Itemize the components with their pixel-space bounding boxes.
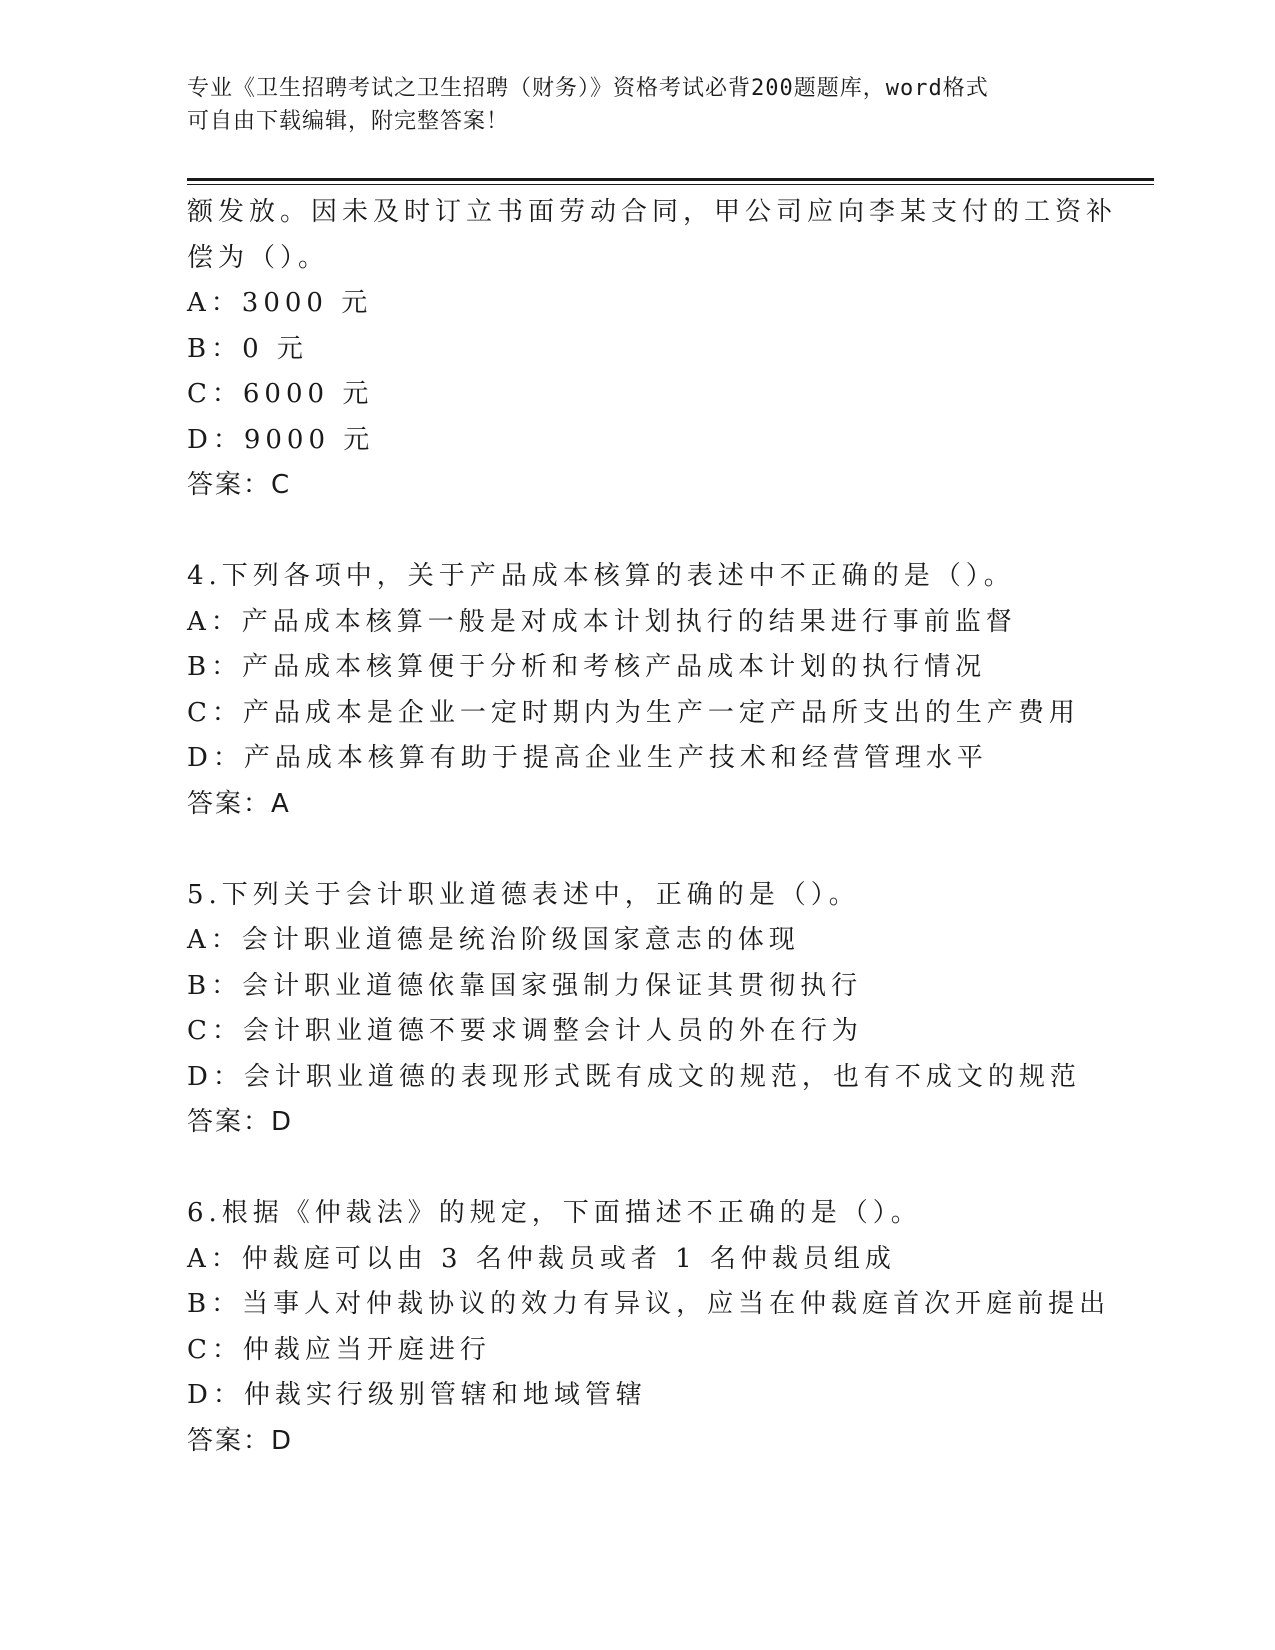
option-c: C：会计职业道德不要求调整会计人员的外在行为 — [187, 1016, 863, 1046]
question-3-continuation — [187, 190, 1118, 509]
option-a: A：会计职业道德是统治阶级国家意志的体现 — [187, 925, 800, 955]
question-stem: 6.根据《仲裁法》的规定，下面描述不正确的是（）。 — [187, 1198, 922, 1228]
question-stem-line: 偿为（）。 — [187, 242, 330, 273]
option-c: C：6000 元 — [187, 379, 374, 409]
question-6 — [187, 1191, 1111, 1464]
header-title-line-1: 专业《卫生招聘考试之卫生招聘（财务）》资格考试必背200题题库，word格式 — [187, 76, 989, 101]
spacer — [187, 1146, 1087, 1192]
answer-line: 答案：D — [187, 1107, 294, 1137]
answer-line: 答案：D — [187, 1425, 294, 1456]
option-a: A：3000 元 — [187, 288, 373, 318]
header-divider-thin — [187, 184, 1154, 185]
question-4 — [187, 554, 1087, 827]
option-b: B：会计职业道德依靠国家强制力保证其贯彻执行 — [187, 970, 863, 1001]
spacer — [187, 827, 1087, 873]
option-b: B：0 元 — [187, 333, 308, 364]
question-stem-line: 额发放。因未及时订立书面劳动合同，甲公司应向李某支付的工资补 — [187, 197, 1118, 227]
option-d: D：仲裁实行级别管辖和地域管辖 — [187, 1380, 647, 1410]
answer-line: 答案：A — [187, 788, 291, 819]
option-c: C：仲裁应当开庭进行 — [187, 1334, 491, 1365]
option-d: D：9000 元 — [187, 424, 375, 455]
option-d: D：产品成本核算有助于提高企业生产技术和经营管理水平 — [187, 743, 988, 773]
question-stem: 4.下列各项中，关于产品成本核算的表述中不正确的是（）。 — [187, 561, 1015, 591]
option-c: C：产品成本是企业一定时期内为生产一定产品所支出的生产费用 — [187, 697, 1080, 728]
page-header — [187, 72, 1067, 138]
answer-line: 答案：C — [187, 470, 292, 500]
spacer — [187, 509, 1087, 555]
question-list — [187, 190, 1118, 1464]
option-d: D：会计职业道德的表现形式既有成文的规范，也有不成文的规范 — [187, 1061, 1081, 1092]
option-b: B：产品成本核算便于分析和考核产品成本计划的执行情况 — [187, 652, 987, 682]
option-a: A：产品成本核算一般是对成本计划执行的结果进行事前监督 — [187, 606, 1017, 637]
question-stem: 5.下列关于会计职业道德表述中，正确的是（）。 — [187, 879, 860, 910]
question-5 — [187, 873, 1087, 1146]
option-a: A：仲裁庭可以由 3 名仲裁员或者 1 名仲裁员组成 — [187, 1243, 896, 1274]
header-title-line-2: 可自由下载编辑，附完整答案！ — [187, 109, 510, 134]
option-b: B：当事人对仲裁协议的效力有异议，应当在仲裁庭首次开庭前提出 — [187, 1289, 1111, 1319]
header-divider-thick — [187, 178, 1154, 181]
